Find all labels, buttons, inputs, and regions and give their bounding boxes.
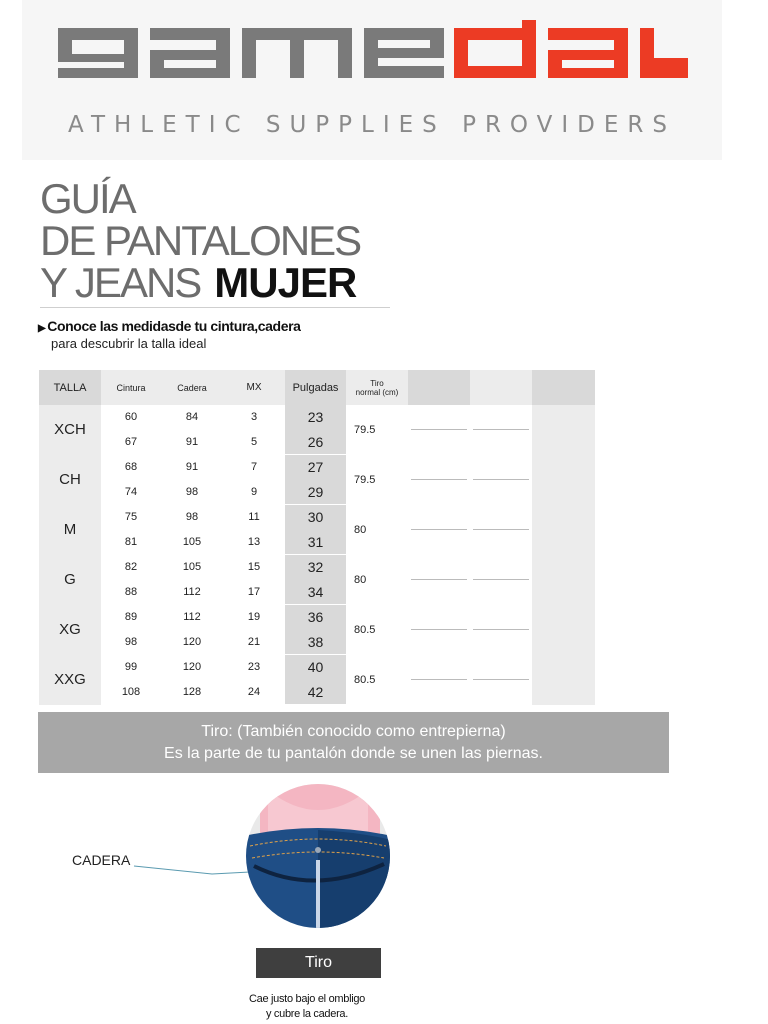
cell-mx: 11 — [248, 511, 260, 524]
cell-pulgadas: 34 — [285, 580, 346, 605]
tiro-caption-line1: Cae justo bajo el ombligo — [248, 993, 366, 1005]
cell-tiro: 80 — [346, 505, 408, 555]
cell-cintura: 75 — [124, 511, 138, 524]
cell-cadera: 84 — [185, 411, 199, 424]
size-label: G — [39, 555, 101, 605]
page-title-line2: DE PANTALONES — [40, 217, 361, 264]
cell-tiro: 79.5 — [346, 405, 408, 455]
intro-subtext: para descubrir la talla ideal — [51, 336, 207, 351]
cell-cadera: 98 — [185, 511, 199, 524]
cell-cintura: 74 — [101, 480, 161, 505]
cell-cintura: 60 — [124, 411, 138, 424]
page-title-light: Y JEANS — [40, 259, 201, 306]
header-cintura: Cintura — [101, 370, 161, 405]
cell-pulgadas: 40 — [285, 655, 346, 680]
cell-cadera: 91 — [161, 430, 223, 455]
jeans-waist-illustration — [240, 780, 400, 940]
cell-cadera: 112 — [183, 611, 201, 624]
page-title-bold: MUJER — [214, 259, 357, 306]
size-label: CH — [39, 455, 101, 505]
size-label: XCH — [39, 405, 101, 455]
tiro-badge: Tiro — [256, 948, 381, 978]
cell-cadera: 98 — [161, 480, 223, 505]
brand-tagline: ATHLETIC SUPPLIES PROVIDERS — [68, 112, 676, 138]
header-pulgadas: Pulgadas — [285, 370, 346, 405]
cell-pulgadas: 30 — [285, 505, 346, 530]
header-cadera: Cadera — [161, 370, 223, 405]
tiro-caption — [232, 992, 382, 1022]
cell-cintura: 81 — [101, 530, 161, 555]
cell-pulgadas: 31 — [285, 530, 346, 555]
cell-cintura: 108 — [101, 680, 161, 705]
tiro-caption-line2: y cubre la cadera. — [265, 1008, 349, 1020]
cell-cadera: 105 — [161, 530, 223, 555]
cell-cintura: 89 — [124, 611, 138, 624]
cell-cadera: 120 — [161, 630, 223, 655]
cell-cintura: 88 — [101, 580, 161, 605]
cell-mx: 23 — [247, 661, 261, 674]
cell-cadera: 112 — [161, 580, 223, 605]
cell-pulgadas: 36 — [285, 605, 346, 630]
cell-tiro: 80.5 — [346, 605, 408, 655]
triangle-bullet-icon: ▶ — [38, 323, 46, 334]
size-label: XXG — [39, 655, 101, 705]
cell-mx: 3 — [250, 411, 258, 424]
cell-mx: 9 — [223, 480, 285, 505]
cell-cintura: 82 — [124, 561, 138, 574]
cell-pulgadas: 27 — [285, 455, 346, 480]
header-talla: TALLA — [39, 370, 101, 405]
cell-pulgadas: 29 — [285, 480, 346, 505]
cell-cintura: 99 — [124, 661, 138, 674]
tiro-info-line2: Es la parte de tu pantalón donde se unen las piernas. — [164, 745, 543, 762]
cell-cadera: 128 — [161, 680, 223, 705]
cell-pulgadas: 42 — [285, 680, 346, 705]
page-title-line1: GUÍA — [40, 175, 135, 222]
cell-mx: 21 — [223, 630, 285, 655]
cell-mx: 17 — [223, 580, 285, 605]
cell-cadera: 120 — [182, 661, 202, 674]
cadera-label: CADERA — [72, 852, 131, 868]
cell-cadera: 105 — [182, 561, 202, 574]
header-tiro-line2: normal (cm) — [355, 387, 399, 397]
header-tiro-line1: Tiro — [370, 378, 384, 388]
cell-pulgadas: 32 — [285, 555, 346, 580]
cell-cintura: 68 — [124, 461, 138, 474]
header-mx: MX — [223, 370, 285, 405]
cell-mx: 5 — [223, 430, 285, 455]
cell-tiro: 80.5 — [346, 655, 408, 705]
size-label: M — [39, 505, 101, 555]
intro-heading-text: Conoce las medidasde tu cintura,cadera — [47, 318, 301, 334]
cell-cintura: 67 — [101, 430, 161, 455]
tiro-info-line1: Tiro: (También conocido como entrepierna) — [201, 723, 506, 740]
cell-pulgadas: 23 — [285, 405, 346, 430]
cell-cintura: 98 — [101, 630, 161, 655]
size-label: XG — [39, 605, 101, 655]
cell-pulgadas: 26 — [285, 430, 346, 455]
cell-pulgadas: 38 — [285, 630, 346, 655]
cell-mx: 24 — [223, 680, 285, 705]
cell-mx: 15 — [247, 561, 261, 574]
cell-mx: 13 — [223, 530, 285, 555]
cell-tiro: 79.5 — [346, 455, 408, 505]
cell-mx: 19 — [247, 611, 261, 624]
cell-cadera: 91 — [185, 461, 199, 474]
cell-mx: 7 — [250, 461, 258, 474]
cell-tiro: 80 — [346, 555, 408, 605]
